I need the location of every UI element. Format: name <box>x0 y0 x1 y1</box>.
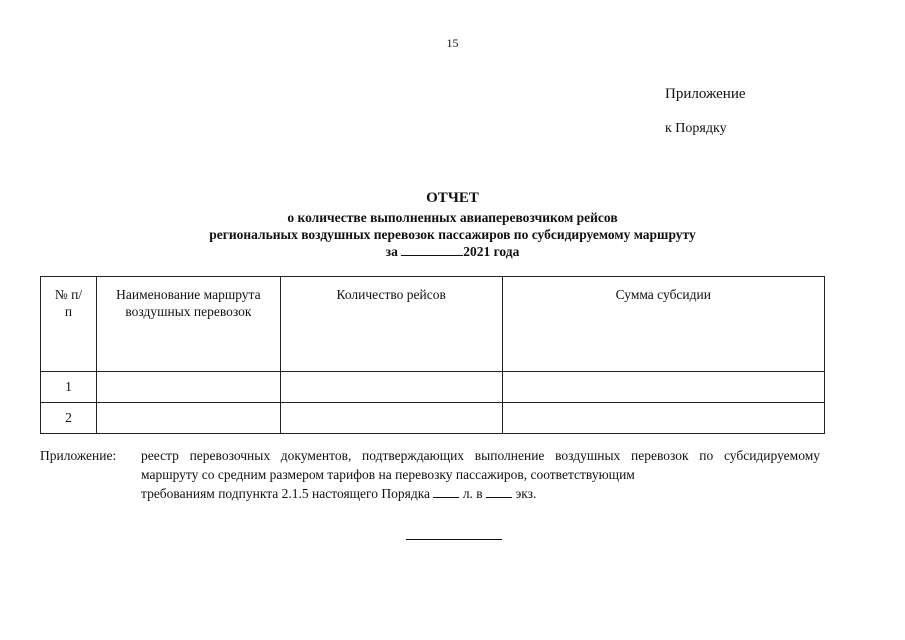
note-text-main: реестр перевозочных документов, подтверждающих выполнение воздушных перевозок по субсидируемому маршруту со средним размером тарифов на перевозку пассажиров, соответствующим <box>141 448 820 482</box>
copies-blank <box>486 485 512 498</box>
row-number: 2 <box>41 403 97 434</box>
note-body <box>141 446 820 503</box>
flights-count-cell <box>280 403 502 434</box>
route-name-cell <box>96 372 280 403</box>
report-period <box>0 243 905 260</box>
subsidy-sum-cell <box>502 372 824 403</box>
report-table <box>40 276 825 434</box>
header-number-text: № п/п <box>54 287 83 319</box>
subsidy-sum-cell <box>502 403 824 434</box>
row-number: 1 <box>41 372 97 403</box>
table-header-row <box>41 277 825 372</box>
flights-count-cell <box>280 372 502 403</box>
note-label: Приложение: <box>40 448 117 463</box>
appendix-subtitle: к Порядку <box>665 121 727 136</box>
period-suffix: 2021 года <box>463 244 520 259</box>
note-last-line <box>141 484 820 503</box>
end-rule <box>406 539 502 540</box>
heading-line-1: о количестве выполненных авиаперевозчиком рейсов <box>287 210 618 225</box>
header-subsidy-sum: Сумма субсидии <box>502 277 824 372</box>
period-blank <box>401 243 463 256</box>
page-number: 15 <box>446 36 459 50</box>
pages-blank <box>433 485 459 498</box>
note-text-tail-c: экз. <box>515 486 537 501</box>
header-flights-count: Количество рейсов <box>280 277 502 372</box>
appendix-title: Приложение <box>665 86 746 102</box>
table-row <box>41 372 825 403</box>
heading-line-2: региональных воздушных перевозок пассажиров по субсидируемому маршруту <box>209 227 696 242</box>
period-prefix: за <box>385 244 398 259</box>
report-heading <box>0 190 905 260</box>
table-row <box>41 403 825 434</box>
header-route-name <box>96 277 280 372</box>
header-number <box>41 277 97 372</box>
appendix-note <box>40 446 820 503</box>
note-text-tail-a: требованиям подпункта 2.1.5 настоящего Порядка <box>141 486 431 501</box>
route-name-cell <box>96 403 280 434</box>
note-text-tail-b: л. в <box>462 486 483 501</box>
document-title: ОТЧЕТ <box>426 190 479 206</box>
header-route-name-text: Наименование маршрута воздушных перевозок <box>116 287 261 319</box>
